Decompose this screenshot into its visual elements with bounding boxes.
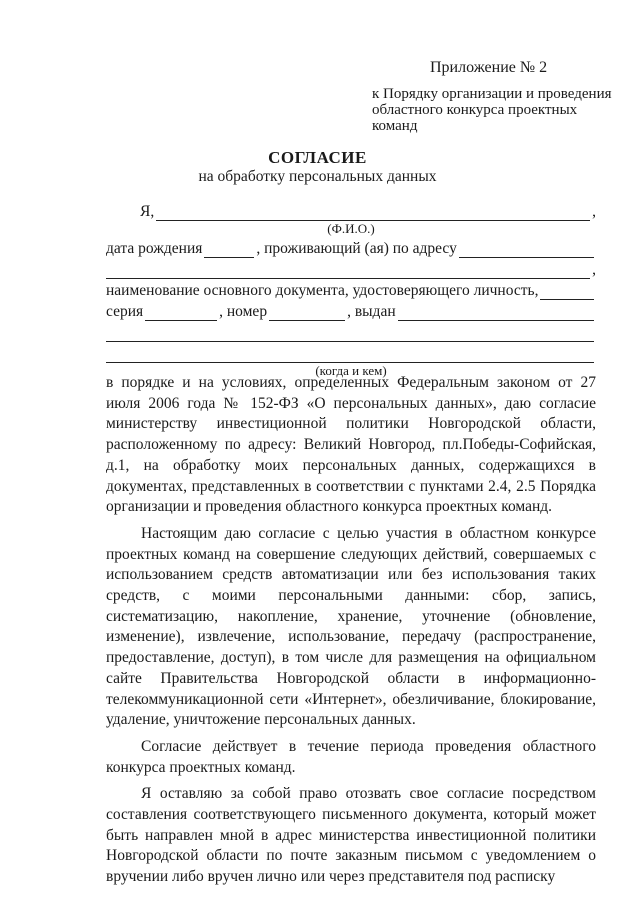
fio-row [106,200,596,221]
paragraph-consent-actions: Настоящим даю согласие с целью участия в областном конкурсе проектных команд на совершение следующих действий, совершаемых с использованием средств автоматизации или без использования таких средств, с моими персональными данными: сбор, запись, систематизацию, накопление, хранение, уточнение (обновление, изменение), извлечение, использование, передачу (распространение, предоставление, доступ), в том числе для размещения на официальном сайте Правительства Новгородской области в информационно-телекоммуникационной сети «Интернет», обезличивание, блокирование, удаление, уничтожение персональных данных. [106,524,596,729]
when-whom-caption: (когда и кем) [315,363,387,378]
personal-info-form [106,200,596,379]
issuer-row-2 [106,342,596,363]
issued-blank[interactable] [398,305,594,321]
birth-address-row [106,237,596,258]
fio-caption: (Ф.И.О.) [327,221,375,236]
document-subtitle: на обработку персональных данных [198,168,437,185]
paragraph-validity: Согласие действует в течение периода проведения областного конкурса проектных команд. [106,737,596,776]
address-blank[interactable] [459,242,594,258]
consent-body [106,373,596,894]
paragraph-legal-basis: в порядке и на условиях, определенных Федеральным законом от 27 июля 2006 года № 152-ФЗ «О персональных данных», даю согласие министерству инвестиционной политики Новгородской области, расположенному по адресу: Великий Новгород, пл.Победы-Софийская, д.1, на обработку моих персональных данных, содержащихся в документах, представленных в соответствии с пунктами 2.4, 2.5 Порядка организации и проведения областного конкурса проектных команд. [106,374,596,516]
series-blank[interactable] [145,305,217,321]
issued-label: , выдан [347,303,396,320]
issuer-blank-2[interactable] [106,347,594,363]
issuer-blank-1[interactable] [106,326,594,342]
birth-label: дата рождения [106,240,203,257]
number-blank[interactable] [269,305,345,321]
document-name-label: наименование основного документа, удостоверяющего личность, [106,282,539,299]
address-continuation-blank[interactable] [106,263,590,279]
issuer-row-1 [106,321,596,342]
series-label: серия [106,303,144,320]
paragraph-withdrawal: Я оставляю за собой право отозвать свое согласие посредством составления соответствующего письменного документа, который может быть направлен мной в адрес министерства инвестиционной политики Новгородской области по почте заказным письмом с уведомлением о вручении либо вручен лично или через представителя под расписку [106,785,596,886]
comma: , [592,261,596,278]
appendix-number: Приложение № 2 [430,59,548,76]
appendix-reference: к Порядку организации и проведения областного конкурса проектных команд [372,86,612,134]
document-title: СОГЛАСИЕ [268,148,367,167]
address-continuation-row [106,258,596,279]
document-name-row [106,279,596,300]
appendix-header [372,60,612,134]
document-name-blank[interactable] [540,284,594,300]
number-label: , номер [219,303,268,320]
i-label: Я, [140,203,155,220]
fio-blank[interactable] [156,205,590,221]
series-number-row [106,300,596,321]
birth-date-blank[interactable] [204,242,254,258]
comma: , [592,203,596,220]
residing-label: , проживающий (ая) по адресу [256,240,457,257]
